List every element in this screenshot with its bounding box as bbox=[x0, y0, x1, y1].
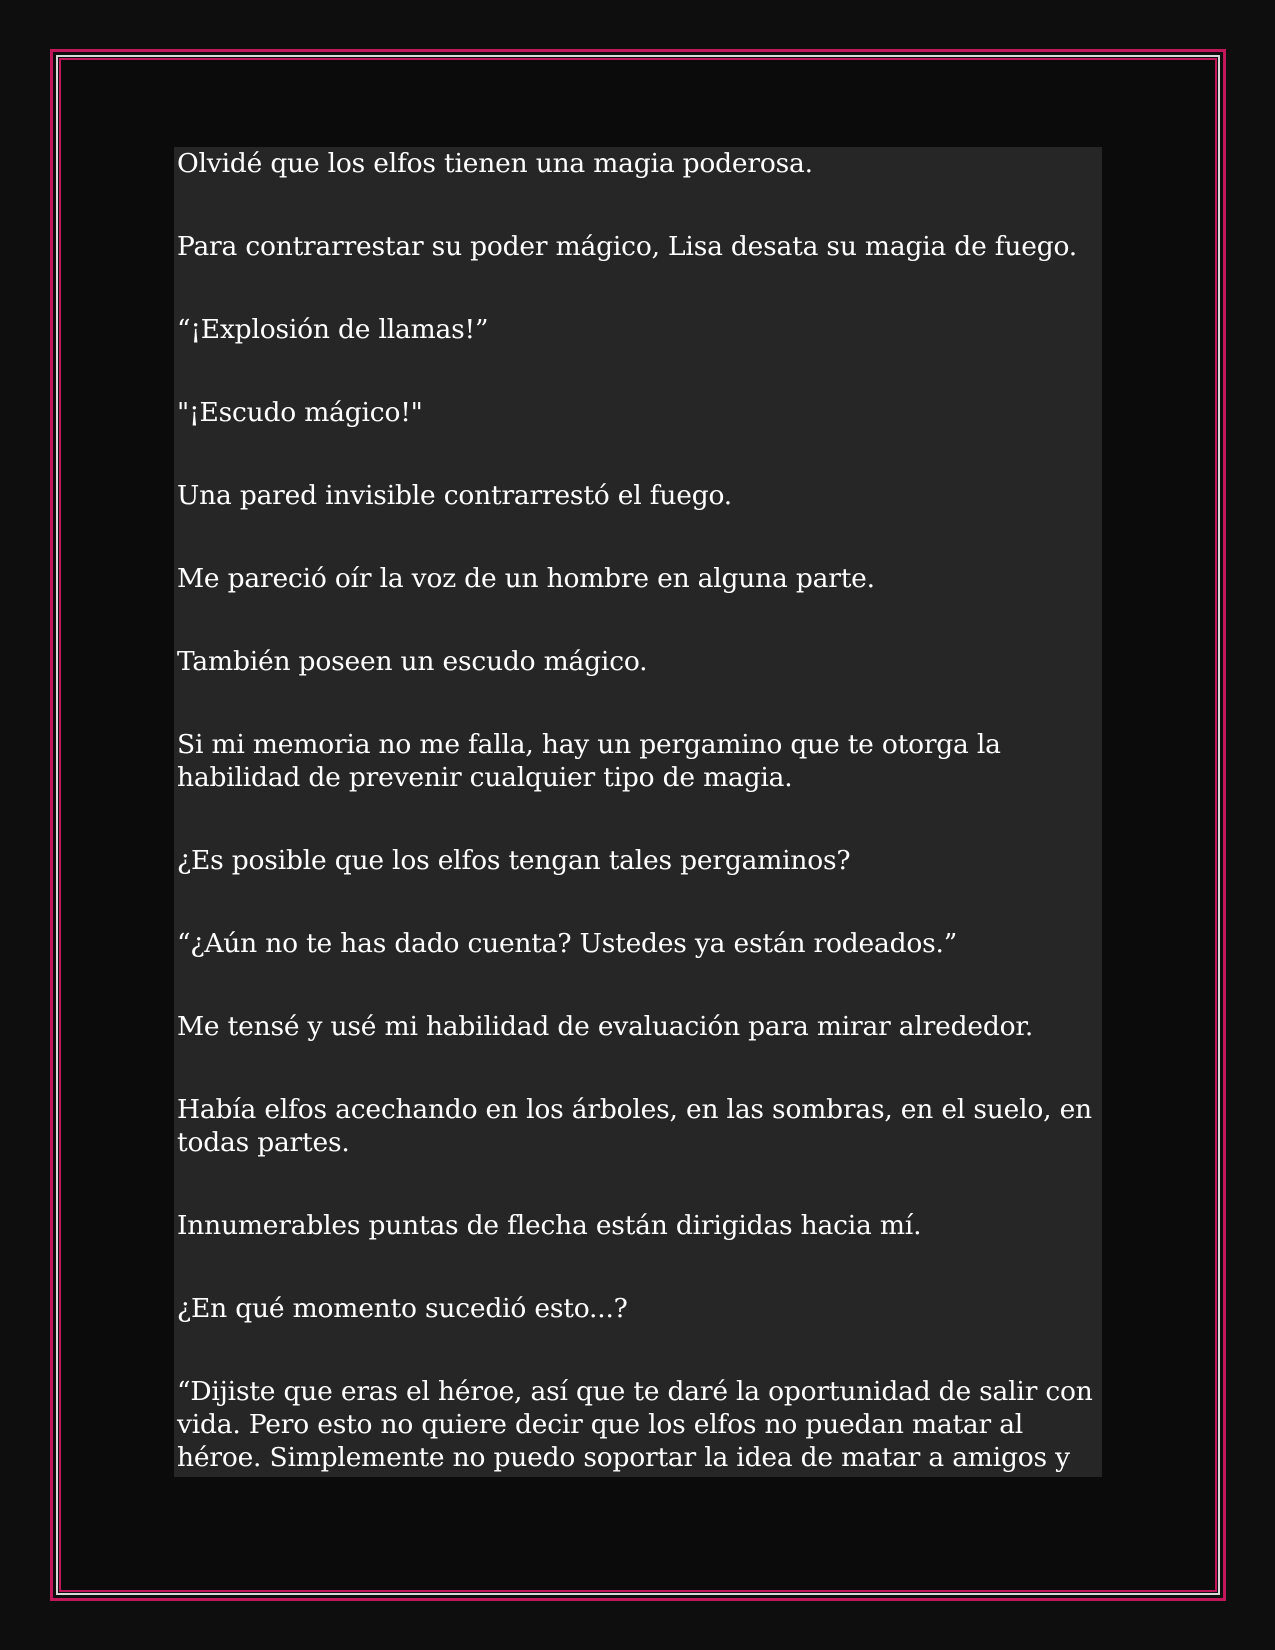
paragraph: Una pared invisible contrarrestó el fuego. bbox=[177, 480, 732, 511]
paragraph: “¡Explosión de llamas!” bbox=[177, 314, 489, 345]
text-panel bbox=[174, 147, 1102, 1477]
paragraph: También poseen un escudo mágico. bbox=[177, 646, 648, 677]
paragraph: Innumerables puntas de flecha están dirigidas hacia mí. bbox=[177, 1210, 922, 1241]
paragraph: ¿En qué momento sucedió esto...? bbox=[177, 1293, 628, 1324]
paragraph: ¿Es posible que los elfos tengan tales pergaminos? bbox=[177, 845, 851, 876]
paragraph: Había elfos acechando en los árboles, en las sombras, en el suelo, en todas partes. bbox=[177, 1094, 1092, 1158]
paragraph: “Dijiste que eras el héroe, así que te daré la oportunidad de salir con vida. Pero esto no quiere decir que los elfos no puedan matar al héroe. Simplemente no puedo soportar la idea de matar a amigos y bbox=[177, 1376, 1093, 1473]
paragraph: "¡Escudo mágico!" bbox=[177, 397, 423, 428]
paragraph: Para contrarrestar su poder mágico, Lisa desata su magia de fuego. bbox=[177, 231, 1078, 262]
paragraph: Me pareció oír la voz de un hombre en alguna parte. bbox=[177, 563, 875, 594]
paragraph: Si mi memoria no me falla, hay un pergamino que te otorga la habilidad de prevenir cualquier tipo de magia. bbox=[177, 729, 1001, 793]
paragraph: “¿Aún no te has dado cuenta? Ustedes ya están rodeados.” bbox=[177, 928, 958, 959]
paragraph: Olvidé que los elfos tienen una magia poderosa. bbox=[177, 148, 813, 179]
paragraph: Me tensé y usé mi habilidad de evaluación para mirar alrededor. bbox=[177, 1011, 1034, 1042]
